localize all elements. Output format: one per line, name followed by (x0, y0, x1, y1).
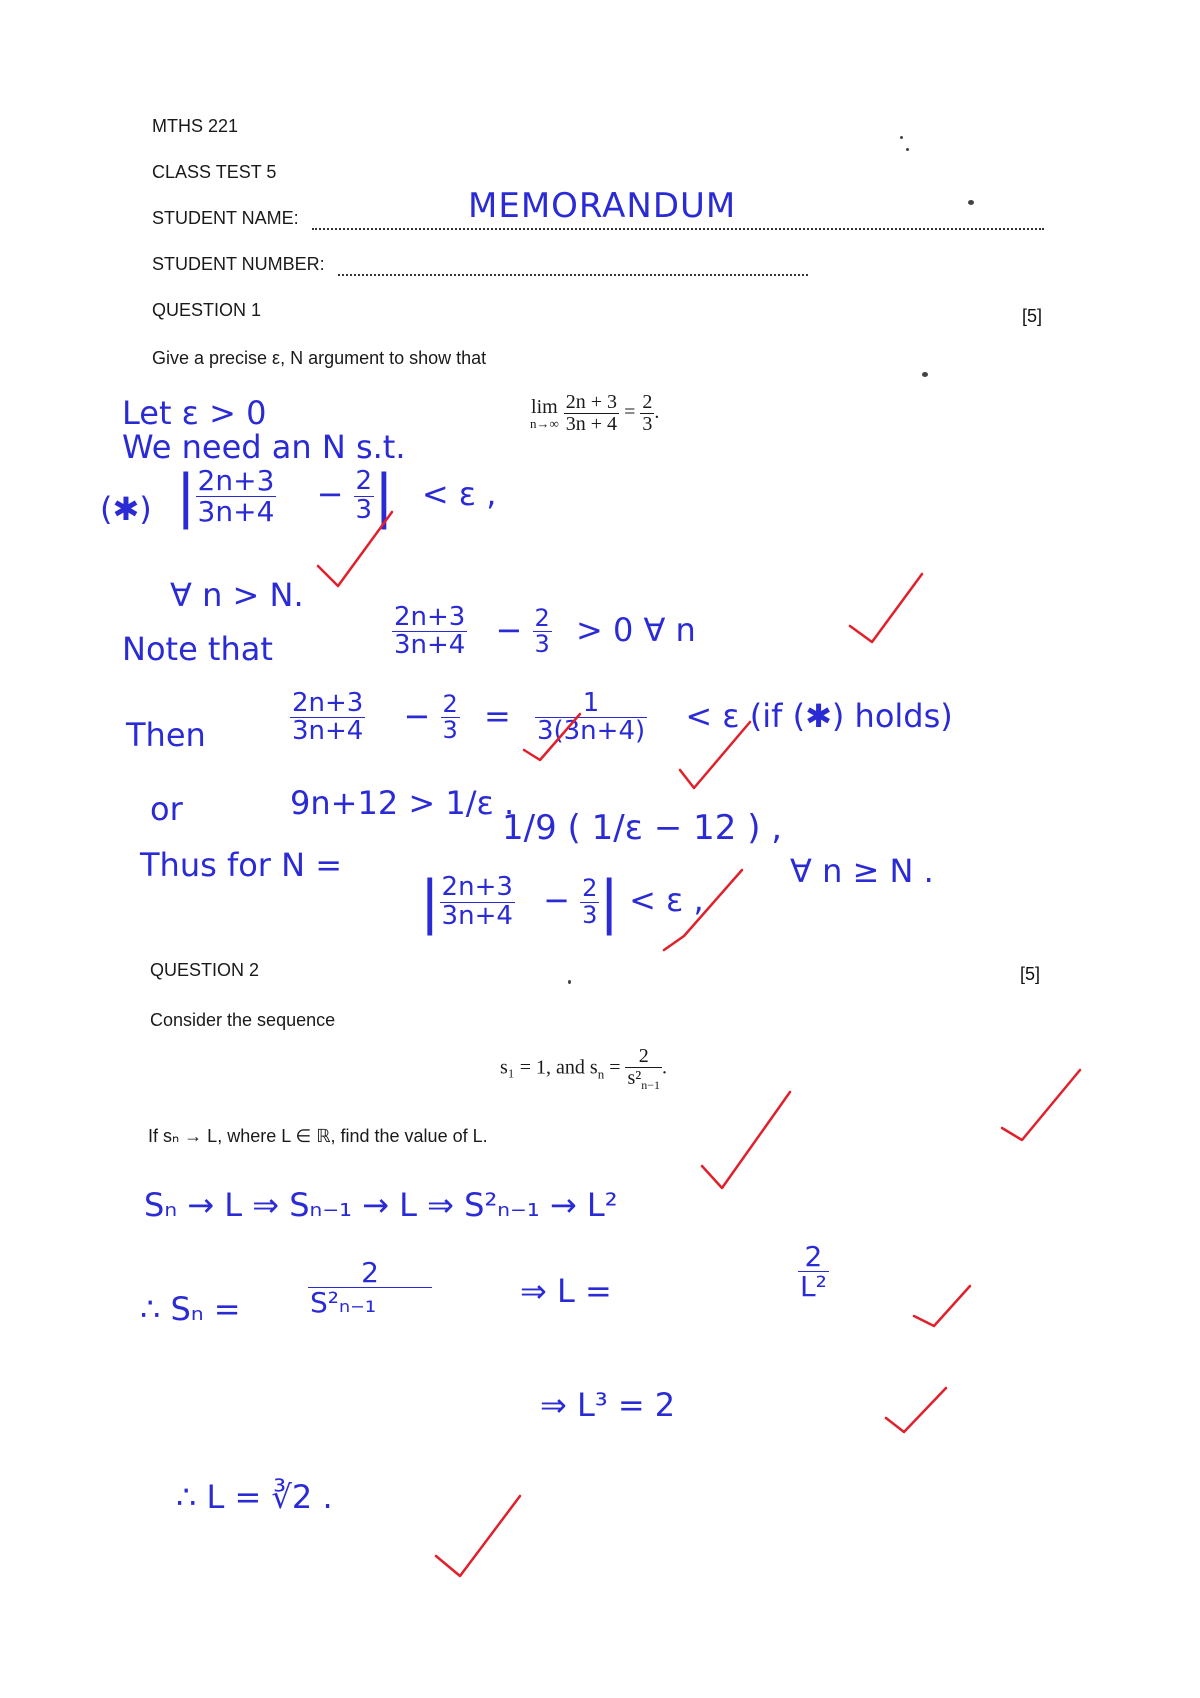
q2-row1: Sₙ → L ⇒ Sₙ₋₁ → L ⇒ S²ₙ₋₁ → L² (144, 1186, 618, 1224)
seq-end: . (662, 1056, 668, 1079)
then-two: 2 (442, 690, 458, 719)
lim-rden: 3 (642, 413, 653, 435)
tick-q1-3 (524, 714, 580, 760)
q2-title: QUESTION 2 (150, 960, 260, 980)
q2-row2-right: ⇒ L = (520, 1272, 612, 1310)
final-minus: − (543, 881, 570, 919)
r2-den2: L² (800, 1270, 827, 1304)
lim-end: . (654, 401, 660, 424)
abs-three: 3 (355, 494, 373, 525)
note-two: 2 (534, 604, 550, 633)
note-den: 3n+4 (394, 630, 466, 661)
q1-line-let: Let ε > 0 (122, 394, 267, 432)
note-num: 2n+3 (394, 602, 466, 632)
seq-eq: = (604, 1056, 621, 1079)
q1-thus: Thus for N = (140, 846, 343, 884)
r2-num: 2 (361, 1256, 379, 1289)
scan-speck (900, 136, 903, 139)
lim-eq: = (624, 401, 636, 424)
tick-q2-4 (886, 1388, 946, 1432)
q1-line-need: We need an N s.t. (122, 428, 406, 466)
scan-speck (922, 372, 928, 377)
tick-q1-2 (850, 574, 922, 642)
tick-q2-1 (702, 1092, 790, 1188)
q1-marks: [5] (1022, 306, 1043, 326)
q1-title: QUESTION 1 (152, 300, 262, 320)
q2-row2-left: ∴ Sₙ = (140, 1290, 241, 1328)
tick-q1-4 (680, 722, 750, 788)
seq-num: 2 (638, 1045, 649, 1067)
student-number-label: STUDENT NUMBER: (152, 254, 325, 274)
q1-ineq: 9n+12 > 1/ε . (290, 784, 515, 822)
r2-num2: 2 (804, 1240, 823, 1273)
q1-star: (✱) (100, 490, 152, 528)
abs-minus: − (316, 475, 344, 513)
lim-sub: n→∞ (530, 416, 559, 431)
then-three: 3 (442, 716, 458, 745)
seq-den-sub: n−1 (641, 1078, 661, 1092)
final-three: 3 (582, 900, 598, 929)
lim-rnum: 2 (642, 391, 653, 413)
seq-s1: s₁ = 1, and s (500, 1056, 598, 1079)
q2-prompt: Consider the sequence (150, 1010, 336, 1030)
note-minus: − (495, 610, 523, 649)
final-num: 2n+3 (441, 872, 513, 903)
tick-q2-3 (914, 1286, 970, 1326)
note-gt0: > 0 ∀ n (575, 610, 696, 649)
seq-den: s² (627, 1067, 642, 1089)
course-code: MTHS 221 (152, 116, 239, 136)
q1-note-that: Note that (122, 630, 273, 668)
student-name-value: MEMORANDUM (468, 186, 737, 226)
note-three: 3 (534, 630, 550, 659)
lim-num: 2n + 3 (565, 391, 618, 413)
q2-question: If sₙ → L, where L ∈ ℝ, find the value of L. (148, 1126, 488, 1146)
q2-row4: ∴ L = ∛2 . (176, 1478, 333, 1516)
q1-prompt: Give a precise ε, N argument to show that (152, 348, 487, 368)
lim-word: lim (531, 396, 558, 418)
then-eq: = (483, 696, 511, 735)
final-den: 3n+4 (441, 900, 513, 931)
abs-num: 2n+3 (197, 464, 275, 498)
seq-sub-n: n (597, 1066, 605, 1082)
final-two: 2 (582, 874, 598, 903)
scan-speck (968, 200, 974, 205)
q2-row3: ⇒ L³ = 2 (540, 1386, 676, 1424)
then-den: 3n+4 (292, 716, 364, 747)
tick-q1-5 (664, 870, 742, 950)
scan-speck (906, 148, 909, 151)
tick-q2-2 (1002, 1070, 1080, 1140)
abs-two: 2 (355, 466, 373, 497)
abs-den: 3n+4 (197, 494, 275, 528)
tick-q2-5 (436, 1496, 520, 1576)
q1-forall: ∀ n > N. (170, 576, 304, 614)
then-den3: 3(3n+4) (536, 716, 646, 747)
then-one: 1 (582, 688, 600, 718)
q2-marks: [5] (1020, 964, 1041, 984)
q1-or: or (150, 790, 183, 828)
q1-final: | $\frac{2n+3}{3n+4}$ − $\frac{2}{3}$ | < ε , (420, 868, 704, 936)
q1-then: Then (126, 716, 206, 754)
scan-speck (568, 980, 571, 984)
q1-nval: 1/9 ( 1/ε − 12 ) , (502, 808, 783, 848)
then-lt-eps-if: < ε (if (✱) holds) (685, 696, 953, 735)
q1-final-forall: ∀ n ≥ N . (790, 852, 934, 890)
abs-lt-eps: < ε , (421, 475, 497, 513)
then-minus: − (403, 696, 431, 735)
student-name-label: STUDENT NAME: (152, 208, 299, 228)
then-num: 2n+3 (292, 688, 364, 718)
test-title: CLASS TEST 5 (152, 162, 277, 182)
tick-q1-1 (318, 512, 392, 586)
r2-den: S²ₙ₋₁ (308, 1287, 432, 1317)
lim-den: 3n + 4 (565, 413, 618, 435)
final-lt: < ε , (629, 881, 704, 919)
q1-abs-expr: | $\frac{2n+3}{3n+4}$ − $\frac{2}{3}$ | < ε , (176, 462, 497, 530)
